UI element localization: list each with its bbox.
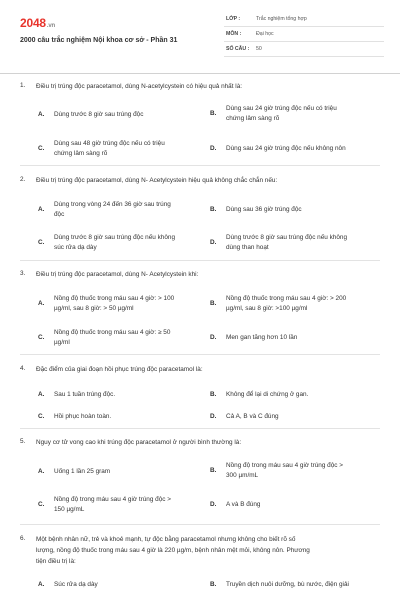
meta-class-value: Trắc nghiệm tổng hợp <box>256 16 307 22</box>
question-number: 6. <box>20 535 26 542</box>
question-divider <box>20 165 380 166</box>
meta-subject-value: Đại học <box>256 31 274 37</box>
meta-count-value: 50 <box>256 46 262 52</box>
meta-subject <box>224 27 384 42</box>
meta-count-label: SỐ CÂU : <box>226 46 250 52</box>
meta-count <box>224 42 384 57</box>
question-number: 3. <box>20 270 26 277</box>
meta-subject-label: MÔN : <box>226 31 242 37</box>
question-text: Điều trị trúng độc paracetamol, dùng N- Acetylcystein hiệu quả không chắc chắn nếu: <box>36 177 278 184</box>
header-divider <box>0 73 400 74</box>
question-text-line-2: lượng, nồng độ thuốc trong máu sau 4 giờ là 220 µg/m, bệnh nhân mệt mỏi, không nôn. Phương <box>36 547 310 554</box>
question-number: 5. <box>20 438 26 445</box>
site-logo[interactable]: 2048.vn <box>20 16 55 30</box>
question-text-line-1: Một bệnh nhân nữ, trẻ và khoẻ mạnh, tự độc bằng paracetamol nhưng không cho biết rõ số <box>36 536 296 543</box>
question-divider <box>20 428 380 429</box>
question-text: Đặc điểm của giai đoạn hồi phục trúng độc paracetamol là: <box>36 366 203 373</box>
question-number: 2. <box>20 176 26 183</box>
question-text: Điều trị trúng độc paracetamol, dùng N-acetylcystein có hiệu quả nhất là: <box>36 83 243 90</box>
question-number: 4. <box>20 365 26 372</box>
question-text-line-3: tiện điều trị là: <box>36 558 76 565</box>
question-number: 1. <box>20 82 26 89</box>
meta-class-label: LỚP : <box>226 16 241 22</box>
page-header <box>0 0 400 66</box>
question-divider <box>20 524 380 525</box>
question-text: Nguy cơ tử vong cao khi trúng độc paracetamol ở người bình thường là: <box>36 439 242 446</box>
question-divider <box>20 260 380 261</box>
document-title: 2000 câu trắc nghiệm Nội khoa cơ sở - Phần 31 <box>20 37 178 44</box>
question-divider <box>20 354 380 355</box>
meta-class <box>224 12 384 27</box>
question-text: Điều trị trúng độc paracetamol, dùng N- Acetylcystein khi: <box>36 271 199 278</box>
